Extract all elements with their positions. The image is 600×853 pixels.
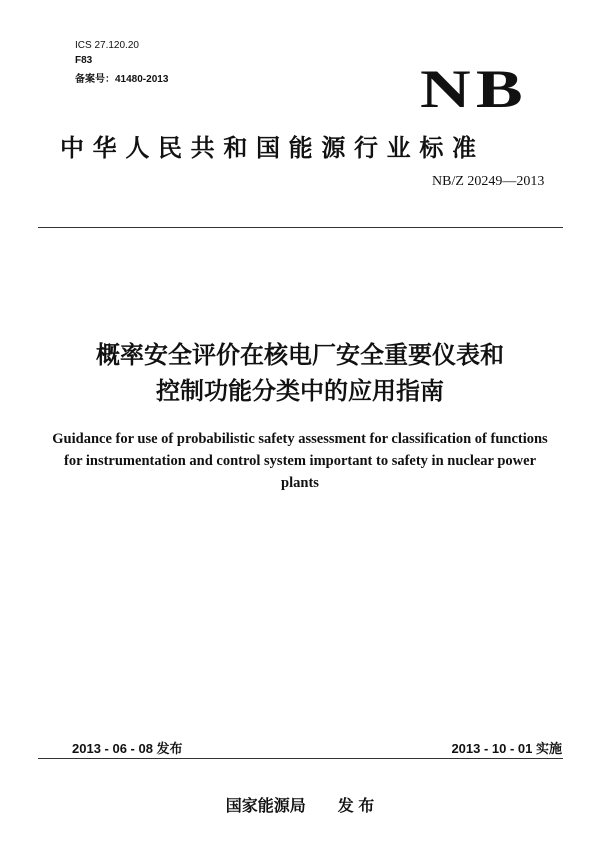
filing-number: 备案号：41480-2013 bbox=[75, 74, 169, 85]
title-en-line: plants bbox=[281, 475, 319, 491]
org-title: 中 华 人 民 共 和 国 能 源 行 业 标 准 bbox=[60, 135, 478, 162]
issuer: 国家能源局 发 布 bbox=[225, 798, 375, 815]
title-cn-line: 控制功能分类中的应用指南 bbox=[156, 378, 444, 405]
issue-date: 2013 - 06 - 08 发布 bbox=[72, 741, 183, 756]
implementation-date: 2013 - 10 - 01 实施 bbox=[451, 741, 562, 756]
standard-number: NB/Z 20249—2013 bbox=[432, 174, 545, 189]
title-cn-line: 概率安全评价在核电厂安全重要仪表和 bbox=[96, 342, 504, 369]
title-cn bbox=[0, 338, 600, 410]
divider bbox=[38, 227, 563, 228]
ccs-code: F83 bbox=[75, 55, 93, 66]
title-en-line: for instrumentation and control system important to safety in nuclear power bbox=[63, 453, 537, 469]
bottom-divider bbox=[38, 758, 563, 759]
ics-code: ICS 27.120.20 bbox=[75, 40, 139, 51]
title-en bbox=[0, 428, 600, 494]
nb-logo: NB bbox=[420, 59, 528, 119]
title-en-line: Guidance for use of probabilistic safety assessment for classification of functions bbox=[52, 431, 548, 447]
